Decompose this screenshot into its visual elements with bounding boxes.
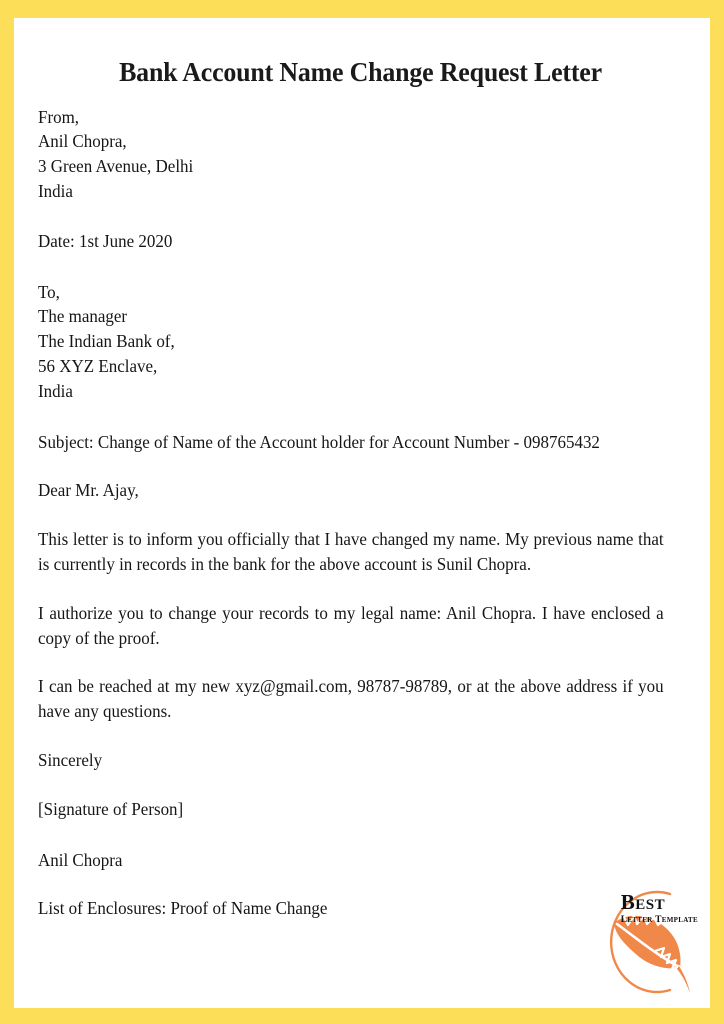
- recipient-organization: The Indian Bank of,: [38, 331, 175, 352]
- spacer: [38, 204, 683, 229]
- spacer: [38, 724, 683, 748]
- body-paragraph-1: This letter is to inform you officially that I have changed my name. My previous name that is currently in records in the bank for the above account is Sunil Chopra.: [38, 529, 664, 575]
- signer-name: Anil Chopra: [38, 849, 123, 870]
- logo-brand-sub: Letter Template: [620, 915, 698, 925]
- page-title: Bank Account Name Change Request Letter: [119, 57, 602, 87]
- recipient-country: India: [38, 380, 73, 401]
- body-paragraph-2: I authorize you to change your records to my legal name: Anil Chopra. I have enclosed a copy of the proof.: [38, 602, 664, 648]
- logo-artwork: [584, 882, 702, 1002]
- sender-address-block: [38, 105, 664, 204]
- subject-line: Subject: Change of Name of the Account holder for Account Number - 098765432: [38, 431, 600, 452]
- spacer: [38, 503, 683, 527]
- spacer: [38, 650, 683, 674]
- letter-date: Date: 1st June 2020: [38, 230, 173, 251]
- closing: Sincerely: [38, 750, 103, 771]
- spacer: [38, 404, 683, 430]
- from-label: From,: [38, 106, 80, 127]
- recipient-title: The manager: [38, 306, 128, 327]
- spacer: [38, 822, 683, 848]
- enclosures-line: List of Enclosures: Proof of Name Change: [38, 898, 328, 919]
- salutation: Dear Mr. Ajay,: [38, 480, 139, 501]
- signature-placeholder: [Signature of Person]: [38, 798, 184, 819]
- letter-sheet: [14, 18, 710, 1008]
- spacer: [38, 454, 683, 478]
- sender-country: India: [38, 181, 73, 202]
- spacer: [38, 773, 683, 797]
- body-paragraph-3: I can be reached at my new xyz@gmail.com, 98787-98789, or at the above address if you have any questions.: [38, 676, 664, 722]
- sender-name: Anil Chopra,: [38, 131, 127, 152]
- sender-street: 3 Green Avenue, Delhi: [38, 156, 194, 177]
- feather-quill-icon: [614, 916, 690, 993]
- logo-brand-main: Best: [620, 890, 666, 914]
- recipient-street: 56 XYZ Enclave,: [38, 356, 158, 377]
- to-label: To,: [38, 281, 60, 302]
- brand-logo: [584, 882, 702, 1002]
- recipient-address-block: [38, 280, 664, 404]
- spacer: [38, 254, 683, 280]
- spacer: [38, 577, 683, 601]
- letter-content: [38, 18, 683, 1008]
